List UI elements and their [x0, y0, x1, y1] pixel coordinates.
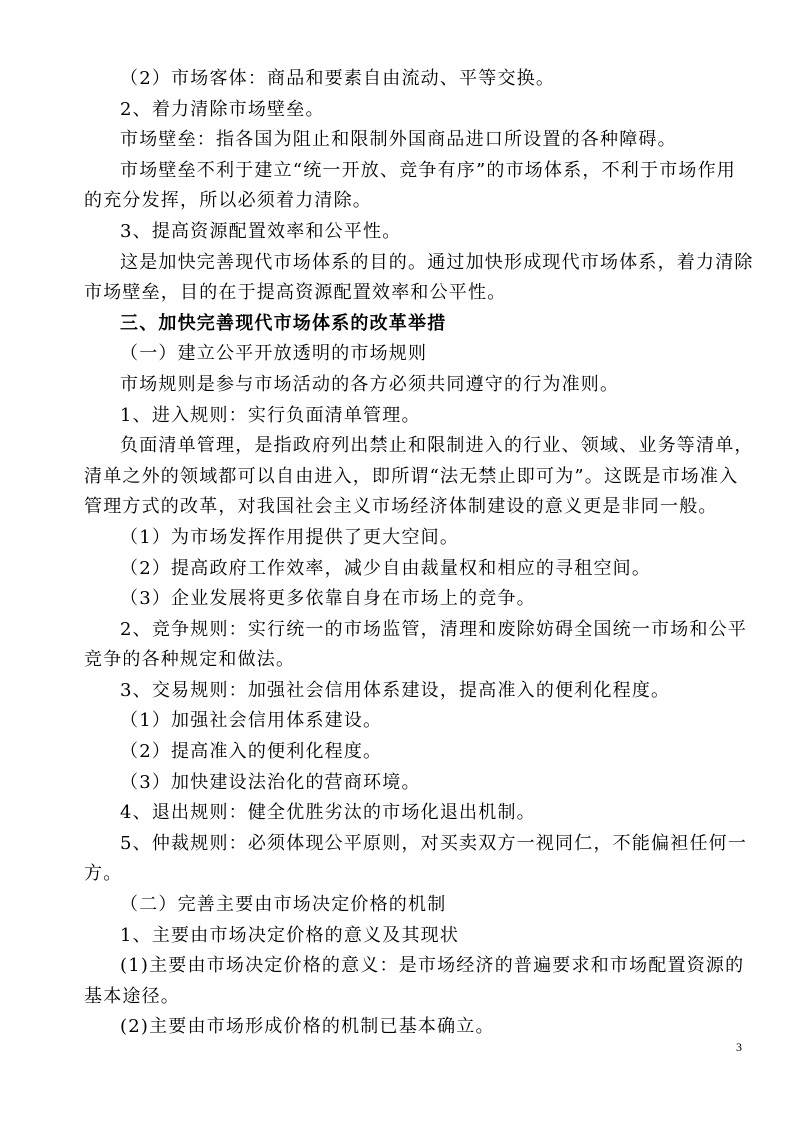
text-line: 市场壁垒：指各国为阻止和限制外国商品进口所设置的各种障碍。	[120, 129, 677, 151]
text-line: 市场壁垒不利于建立“统一开放、竞争有序”的市场体系，不利于市场作用	[120, 159, 737, 181]
text-line: 1、主要由市场决定价格的意义及其现状	[120, 924, 460, 946]
text-line: （2）提高准入的便利化程度。	[120, 741, 383, 763]
text-line: 2、竞争规则：实行统一的市场监管，清理和废除妨碍全国统一市场和公平	[120, 618, 748, 640]
text-line: 3、提高资源配置效率和公平性。	[120, 220, 402, 242]
subsection-heading: （一）建立公平开放透明的市场规则	[120, 343, 428, 365]
text-line: （2）市场客体：商品和要素自由流动、平等交换。	[120, 68, 556, 89]
text-line: 竞争的各种规定和做法。	[84, 649, 296, 671]
text-line: 的充分发挥，所以必须着力清除。	[84, 190, 372, 212]
section-heading: 三、加快完善现代市场体系的改革举措	[120, 312, 447, 334]
text-line: 市场规则是参与市场活动的各方必须共同遵守的行为准则。	[120, 373, 620, 395]
text-line: （3）加快建设法治化的营商环境。	[120, 771, 421, 793]
text-line: 这是加快完善现代市场体系的目的。通过加快形成现代市场体系，着力清除	[120, 251, 754, 273]
text-line: （1）加强社会信用体系建设。	[120, 710, 383, 732]
text-line: (1)主要由市场决定价格的意义：是市场经济的普遍要求和市场配置资源的	[120, 955, 745, 977]
text-line: 3、交易规则：加强社会信用体系建设，提高准入的便利化程度。	[120, 679, 671, 701]
text-line: 清单之外的领域都可以自由进入，即所谓“法无禁止即可为”。这既是市场准入	[84, 465, 739, 487]
text-line: 基本途径。	[84, 985, 180, 1007]
text-line: （2）提高政府工作效率，减少自由裁量权和相应的寻租空间。	[120, 557, 652, 579]
text-line: 4、退出规则：健全优胜劣汰的市场化退出机制。	[120, 802, 536, 824]
text-line: 1、进入规则：实行负面清单管理。	[120, 404, 421, 426]
page-number: 3	[736, 1040, 742, 1054]
text-line: 负面清单管理，是指政府列出禁止和限制进入的行业、领域、业务等清单，	[120, 435, 754, 457]
subsection-heading: （二）完善主要由市场决定价格的机制	[120, 894, 447, 916]
text-line: (2)主要由市场形成价格的机制已基本确立。	[120, 1016, 495, 1038]
text-line: （3）企业发展将更多依靠自身在市场上的竞争。	[120, 588, 536, 610]
text-line: 市场壁垒，目的在于提高资源配置效率和公平性。	[84, 282, 507, 304]
text-line: 方。	[84, 863, 123, 885]
text-line: （1）为市场发挥作用提供了更大空间。	[120, 526, 460, 548]
text-line: 5、仲裁规则：必须体现公平原则，对买卖双方一视同仁，不能偏袒任何一	[120, 832, 748, 854]
text-line: 2、着力清除市场壁垒。	[120, 98, 325, 120]
page-body	[84, 64, 756, 1043]
text-line: 管理方式的改革，对我国社会主义市场经济体制建设的意义更是非同一般。	[84, 496, 718, 518]
